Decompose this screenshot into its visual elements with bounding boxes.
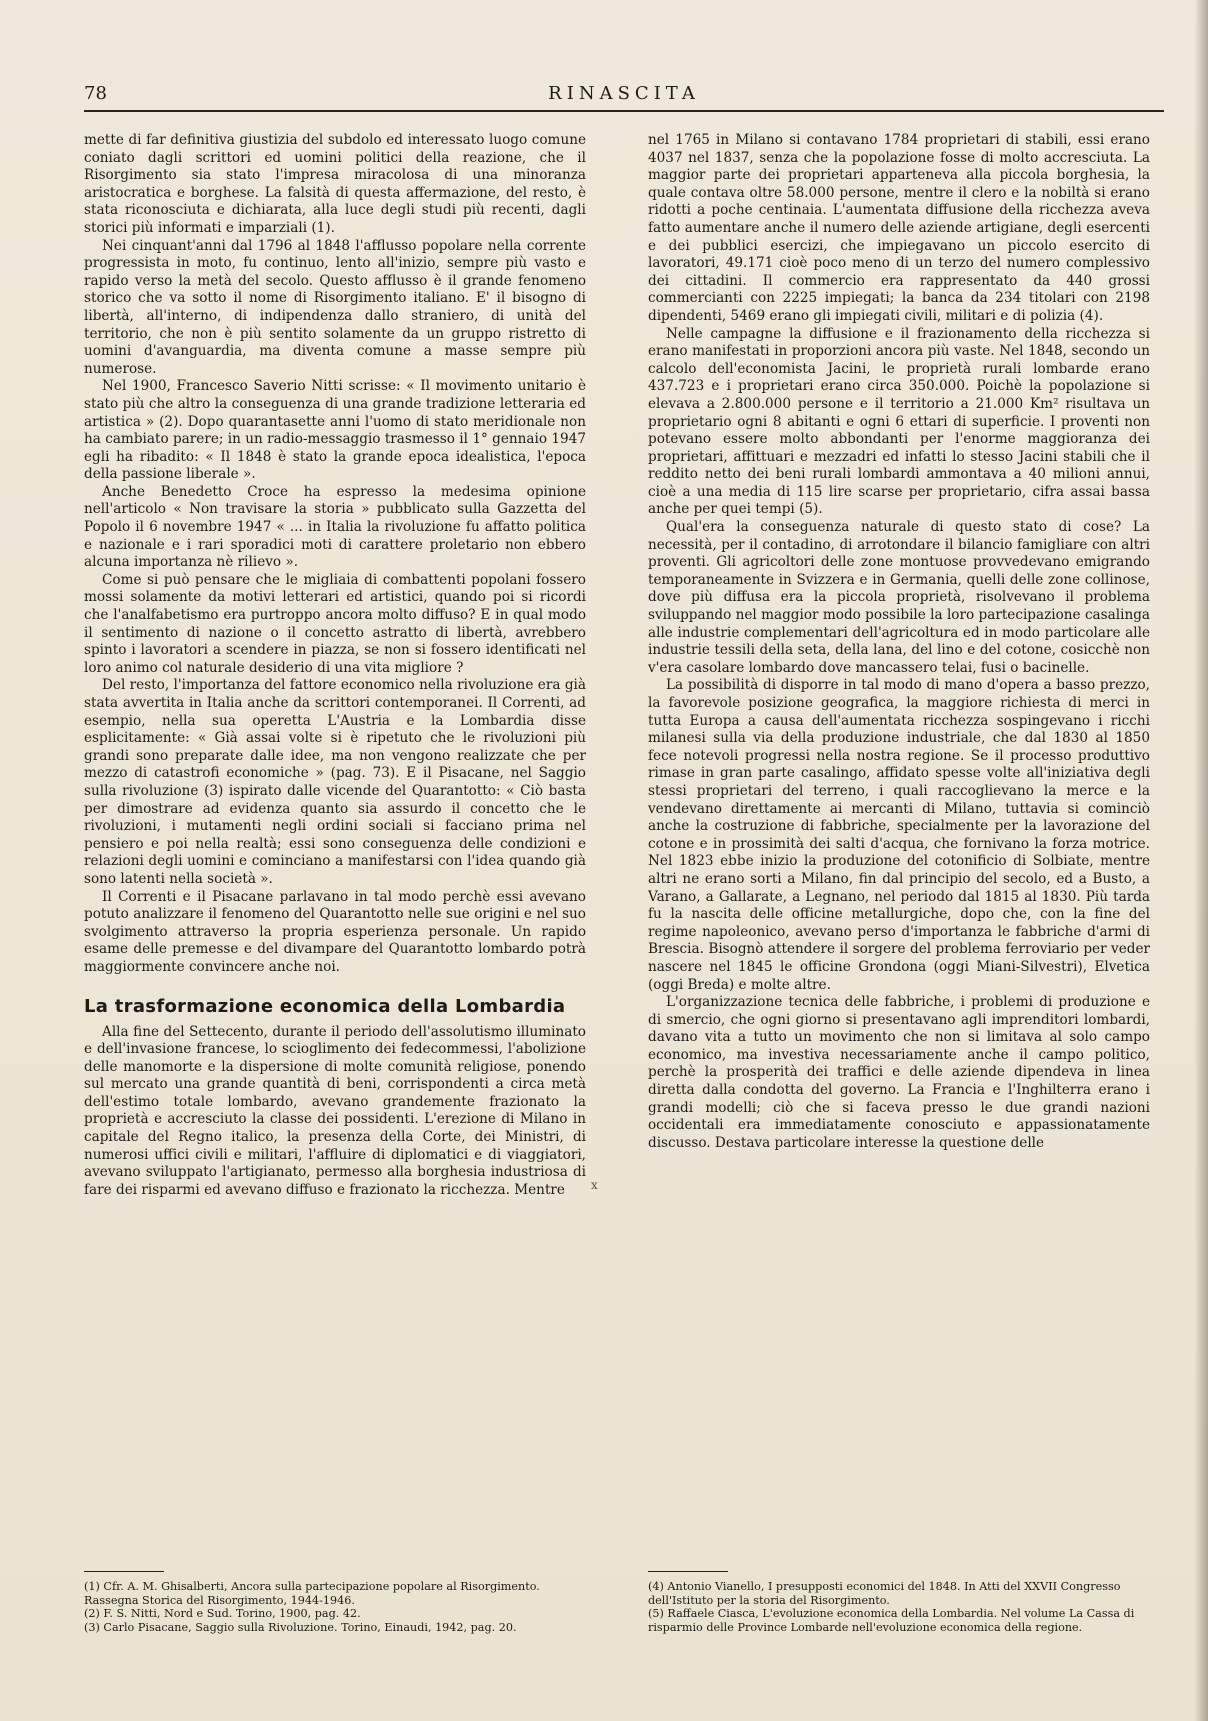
paragraph: Nel 1900, Francesco Saverio Nitti scrisse: « Il movimento unitario è stato più che altro la conseguenza di una grande tradizione letteraria ed artistica » (2). Dopo quarantasette anni l'uomo di stato meridionale non ha cambiato parere; in un radio-messaggio trasmesso il 1° gennaio 1947 egli ha ribadito: « Il 1848 è stato la grande epoca idealistica, l'epoca della passione liberale ». xyxy=(84,378,586,483)
footnote: (4) Antonio Vianello, I presupposti economici del 1848. In Atti del XXVII Congresso dell'Istituto per la storia del Risorgimento. xyxy=(648,1580,1121,1607)
paragraph: nel 1765 in Milano si contavano 1784 proprietari di stabili, essi erano 4037 nel 1837, senza che la popolazione fosse di molto accresciuta. La maggior parte dei proprietari apparteneva alla piccola borghesia, la quale contava oltre 58.000 persone, mentre il clero e la nobiltà si erano ridotti a poche centinaia. L'aumentata diffusione della ricchezza aveva fatto aumentare anche il numero delle aziende artigiane, degli esercenti e dei pubblici esercizi, che impiegavano un piccolo esercito di lavoratori, 49.171 cioè poco meno di un terzo del numero complessivo dei cittadini. Il commercio era rappresentato da 440 grossi commercianti con 2225 impiegati; la banca da 234 titolari con 2198 dipendenti, 5469 erano gli impiegati civili, militari e di polizia (4). xyxy=(648,132,1150,324)
section-heading: La trasformazione economica della Lombardia xyxy=(84,995,566,1017)
paragraph: Del resto, l'importanza del fattore economico nella rivoluzione era già stata avvertita in Italia anche da scrittori contemporanei. Il Correnti, ad esempio, nella sua operetta L'Austria e la Lombardia disse esplicitamente: « Già assai volte si è ripetuto che le rivoluzioni più grandi sono preparate dalle idee, ma non vengono realizzate che per mezzo di catastrofi economiche » (pag. 73). E il Pisacane, nel Saggio sulla rivoluzione (3) ispirato dalle vicende del Quarantotto: « Ciò basta per dimostrare ad evidenza quanto sia assurdo il concetto che le rivoluzioni, i mutamenti negli ordini sociali si facciano prima nel pensiero e poi nella realtà; essi sono conseguenza delle condizioni e relazioni degli uomini e cominciano a manifestarsi con l'idea quando già sono latenti nella società ». xyxy=(84,677,586,887)
footnote-rule xyxy=(648,1571,728,1572)
paragraph: La possibilità di disporre in tal modo di mano d'opera a basso prezzo, la favorevole posizione geografica, la maggiore richiesta di merci in tutta Europa a causa dell'aumentata ricchezza sospingevano i ricchi milanesi sulla via della produzione industriale, che dal 1830 al 1850 fece notevoli progressi nella nostra regione. Se il processo produttivo rimase in gran parte casalingo, affidato spesse volte all'iniziativa degli stessi proprietari del terreno, i quali raccoglievano la merce e la vendevano direttamente ai mercanti di Milano, tuttavia si cominciò anche la costruzione di fabbriche, specialmente per la lavorazione del cotone e in prossimità dei salti d'acqua, che fornivano la forza motrice. Nel 1823 ebbe inizio la produzione del cotonificio di Solbiate, mentre altri ne erano sorti a Milano, fin dal principio del secolo, ed a Busto, a Varano, a Gallarate, a Legnano, nel periodo dal 1815 al 1830. Più tarda fu la nascita delle officine metallurgiche, dopo che, con la fine del regime napoleonico, avevano perso d'importanza le fabbriche d'armi di Brescia. Bisognò attendere il sorgere del problema ferroviario per veder nascere nel 1845 le officine Grondona (oggi Miani-Silvestri), Elvetica (oggi Breda) e molte altre. xyxy=(648,677,1150,993)
left-column xyxy=(84,132,586,1199)
paragraph: Come si può pensare che le migliaia di combattenti popolani fossero mossi solamente da motivi letterari ed artistici, quando poi si ricordi che l'analfabetismo era purtroppo ancora molto diffuso? E in qual modo il sentimento di nazione o il concetto astratto di libertà, avrebbero spinto i lavoratori a scendere in piazza, se non si fossero identificati nel loro animo col naturale desiderio di una vita migliore ? xyxy=(84,571,586,676)
footnote: (1) Cfr. A. M. Ghisalberti, Ancora sulla partecipazione popolare al Risorgimento. Rassegna Storica del Risorgimento, 1944-1946. xyxy=(84,1580,540,1607)
footnotes-left xyxy=(84,1580,586,1634)
paragraph: Nelle campagne la diffusione e il frazionamento della ricchezza si erano manifestati in proporzioni ancora più vaste. Nel 1848, secondo un calcolo dell'economista Jacini, le proprietà rurali lombarde erano 437.723 e i proprietari erano circa 350.000. Poichè la popolazione si elevava a 2.800.000 persone e il territorio a 21.000 Km² risultava un proprietario ogni 8 abitanti e ogni 6 ettari di superficie. I proventi non potevano essere molto abbondanti per l'enorme maggioranza dei proprietari, affittuari e mezzadri ed infatti lo stesso Jacini stabili che il reddito netto dei beni rurali lombardi ammontava a 40 milioni annui, cioè a una media di 115 lire scarse per proprietario, cifra assai bassa anche per quei tempi (5). xyxy=(648,325,1150,518)
right-column xyxy=(648,132,1150,1152)
paragraph: Anche Benedetto Croce ha espresso la medesima opinione nell'articolo « Non travisare la storia » pubblicato sulla Gazzetta del Popolo il 6 novembre 1947 « ... in Italia la rivoluzione fu affatto politica e nazionale e i rari sporadici moti di carattere proletario non ebbero alcuna importanza nè rilievo ». xyxy=(84,483,586,571)
page-header xyxy=(84,83,1164,111)
paragraph: Qual'era la conseguenza naturale di questo stato di cose? La necessità, per il contadino, di arrotondare il bilancio famigliare con altri proventi. Gli agricoltori delle zone montuose provvedevano emigrando temporaneamente in Svizzera e in Germania, quelli delle zone collinose, dove più diffusa era la piccola proprietà, risolvevano il problema sviluppando nel maggior modo possibile la loro partecipazione casalinga alle industrie complementari dell'agricoltura ed in modo particolare alle industrie tessili della seta, della lana, del lino e del cotone, cosicchè non v'era casolare lombardo dove mancassero telai, fusi o bacinelle. xyxy=(648,519,1150,676)
footnote-rule xyxy=(84,1571,164,1572)
page-edge-shadow xyxy=(1194,0,1208,1721)
footnotes-right xyxy=(648,1580,1150,1634)
paragraph: L'organizzazione tecnica delle fabbriche, i problemi di produzione e di smercio, che ogni giorno si presentavano agli imprenditori lombardi, davano vita a tutto un movimento che non si limitava al solo campo economico, ma investiva necessariamente anche il campo politico, perchè la prosperità dei traffici e delle aziende dipendeva in linea diretta dalla condotta del governo. La Francia e l'Inghilterra erano i grandi modelli; ciò che si faceva presso le due grandi nazioni occidentali era immediatamente conosciuto e appassionatamente discusso. Destava particolare interesse la questione delle xyxy=(648,994,1150,1151)
journal-title: RINASCITA xyxy=(548,83,700,104)
paragraph: Nei cinquant'anni dal 1796 al 1848 l'afflusso popolare nella corrente progressista in moto, fu continuo, lento all'inizio, sempre più vasto e rapido verso la metà del secolo. Questo afflusso è il grande fenomeno storico che va sotto il nome di Risorgimento italiano. E' il bisogno di libertà, all'interno, di indipendenza dallo straniero, di unità del territorio, che non è più sentito solamente da un gruppo ristretto di uomini d'avanguardia, ma diventa comune a masse sempre più numerose. xyxy=(84,237,586,377)
paragraph: Alla fine del Settecento, durante il periodo dell'assolutismo illuminato e dell'invasione francese, lo scioglimento dei fedecommessi, l'abolizione delle manomorte e la dispersione di molte comunità religiose, ponendo sul mercato una grande quantità di beni, corrispondenti a circa metà dell'estimo totale lombardo, avevano grandemente frazionato la proprietà e accresciuto la classe dei possidenti. L'erezione di Milano in capitale del Regno italico, la presenza della Corte, dei Ministri, di numerosi uffici civili e militari, l'affluire di diplomatici e di viaggiatori, avevano sviluppato l'artigianato, permesso alla borghesia industriosa di fare dei risparmi ed avevano diffuso e frazionato la ricchezza. Mentre xyxy=(84,1023,586,1198)
footnote: (5) Raffaele Ciasca, L'evoluzione economica della Lombardia. Nel volume La Cassa di risparmio delle Province Lombarde nell'evoluzione economica della regione. xyxy=(648,1607,1135,1634)
paragraph: Il Correnti e il Pisacane parlavano in tal modo perchè essi avevano potuto analizzare il fenomeno del Quarantotto nelle sue origini e nel suo svolgimento attraverso la propria esperienza personale. Un rapido esame delle premesse e del divampare del Quarantotto lombardo potrà maggiormente convincere anche noi. xyxy=(84,888,586,975)
footnote: (3) Carlo Pisacane, Saggio sulla Rivoluzione. Torino, Einaudi, 1942, pag. 20. xyxy=(84,1620,517,1634)
page-number: 78 xyxy=(84,83,107,104)
footnote: (2) F. S. Nitti, Nord e Sud. Torino, 1900, pag. 42. xyxy=(84,1607,361,1621)
paragraph: mette di far definitiva giustizia del subdolo ed interessato luogo comune coniato dagli scrittori ed uomini politici della reazione, che il Risorgimento sia stato l'impresa miracolosa di una minoranza aristocratica e borghese. La falsità di questa affermazione, del resto, è stata riconosciuta e dichiarata, alla luce degli studi più recenti, dagli storici più informati e imparziali (1). xyxy=(84,132,586,236)
gutter-mark: x xyxy=(591,1178,598,1192)
header-rule xyxy=(84,110,1164,112)
